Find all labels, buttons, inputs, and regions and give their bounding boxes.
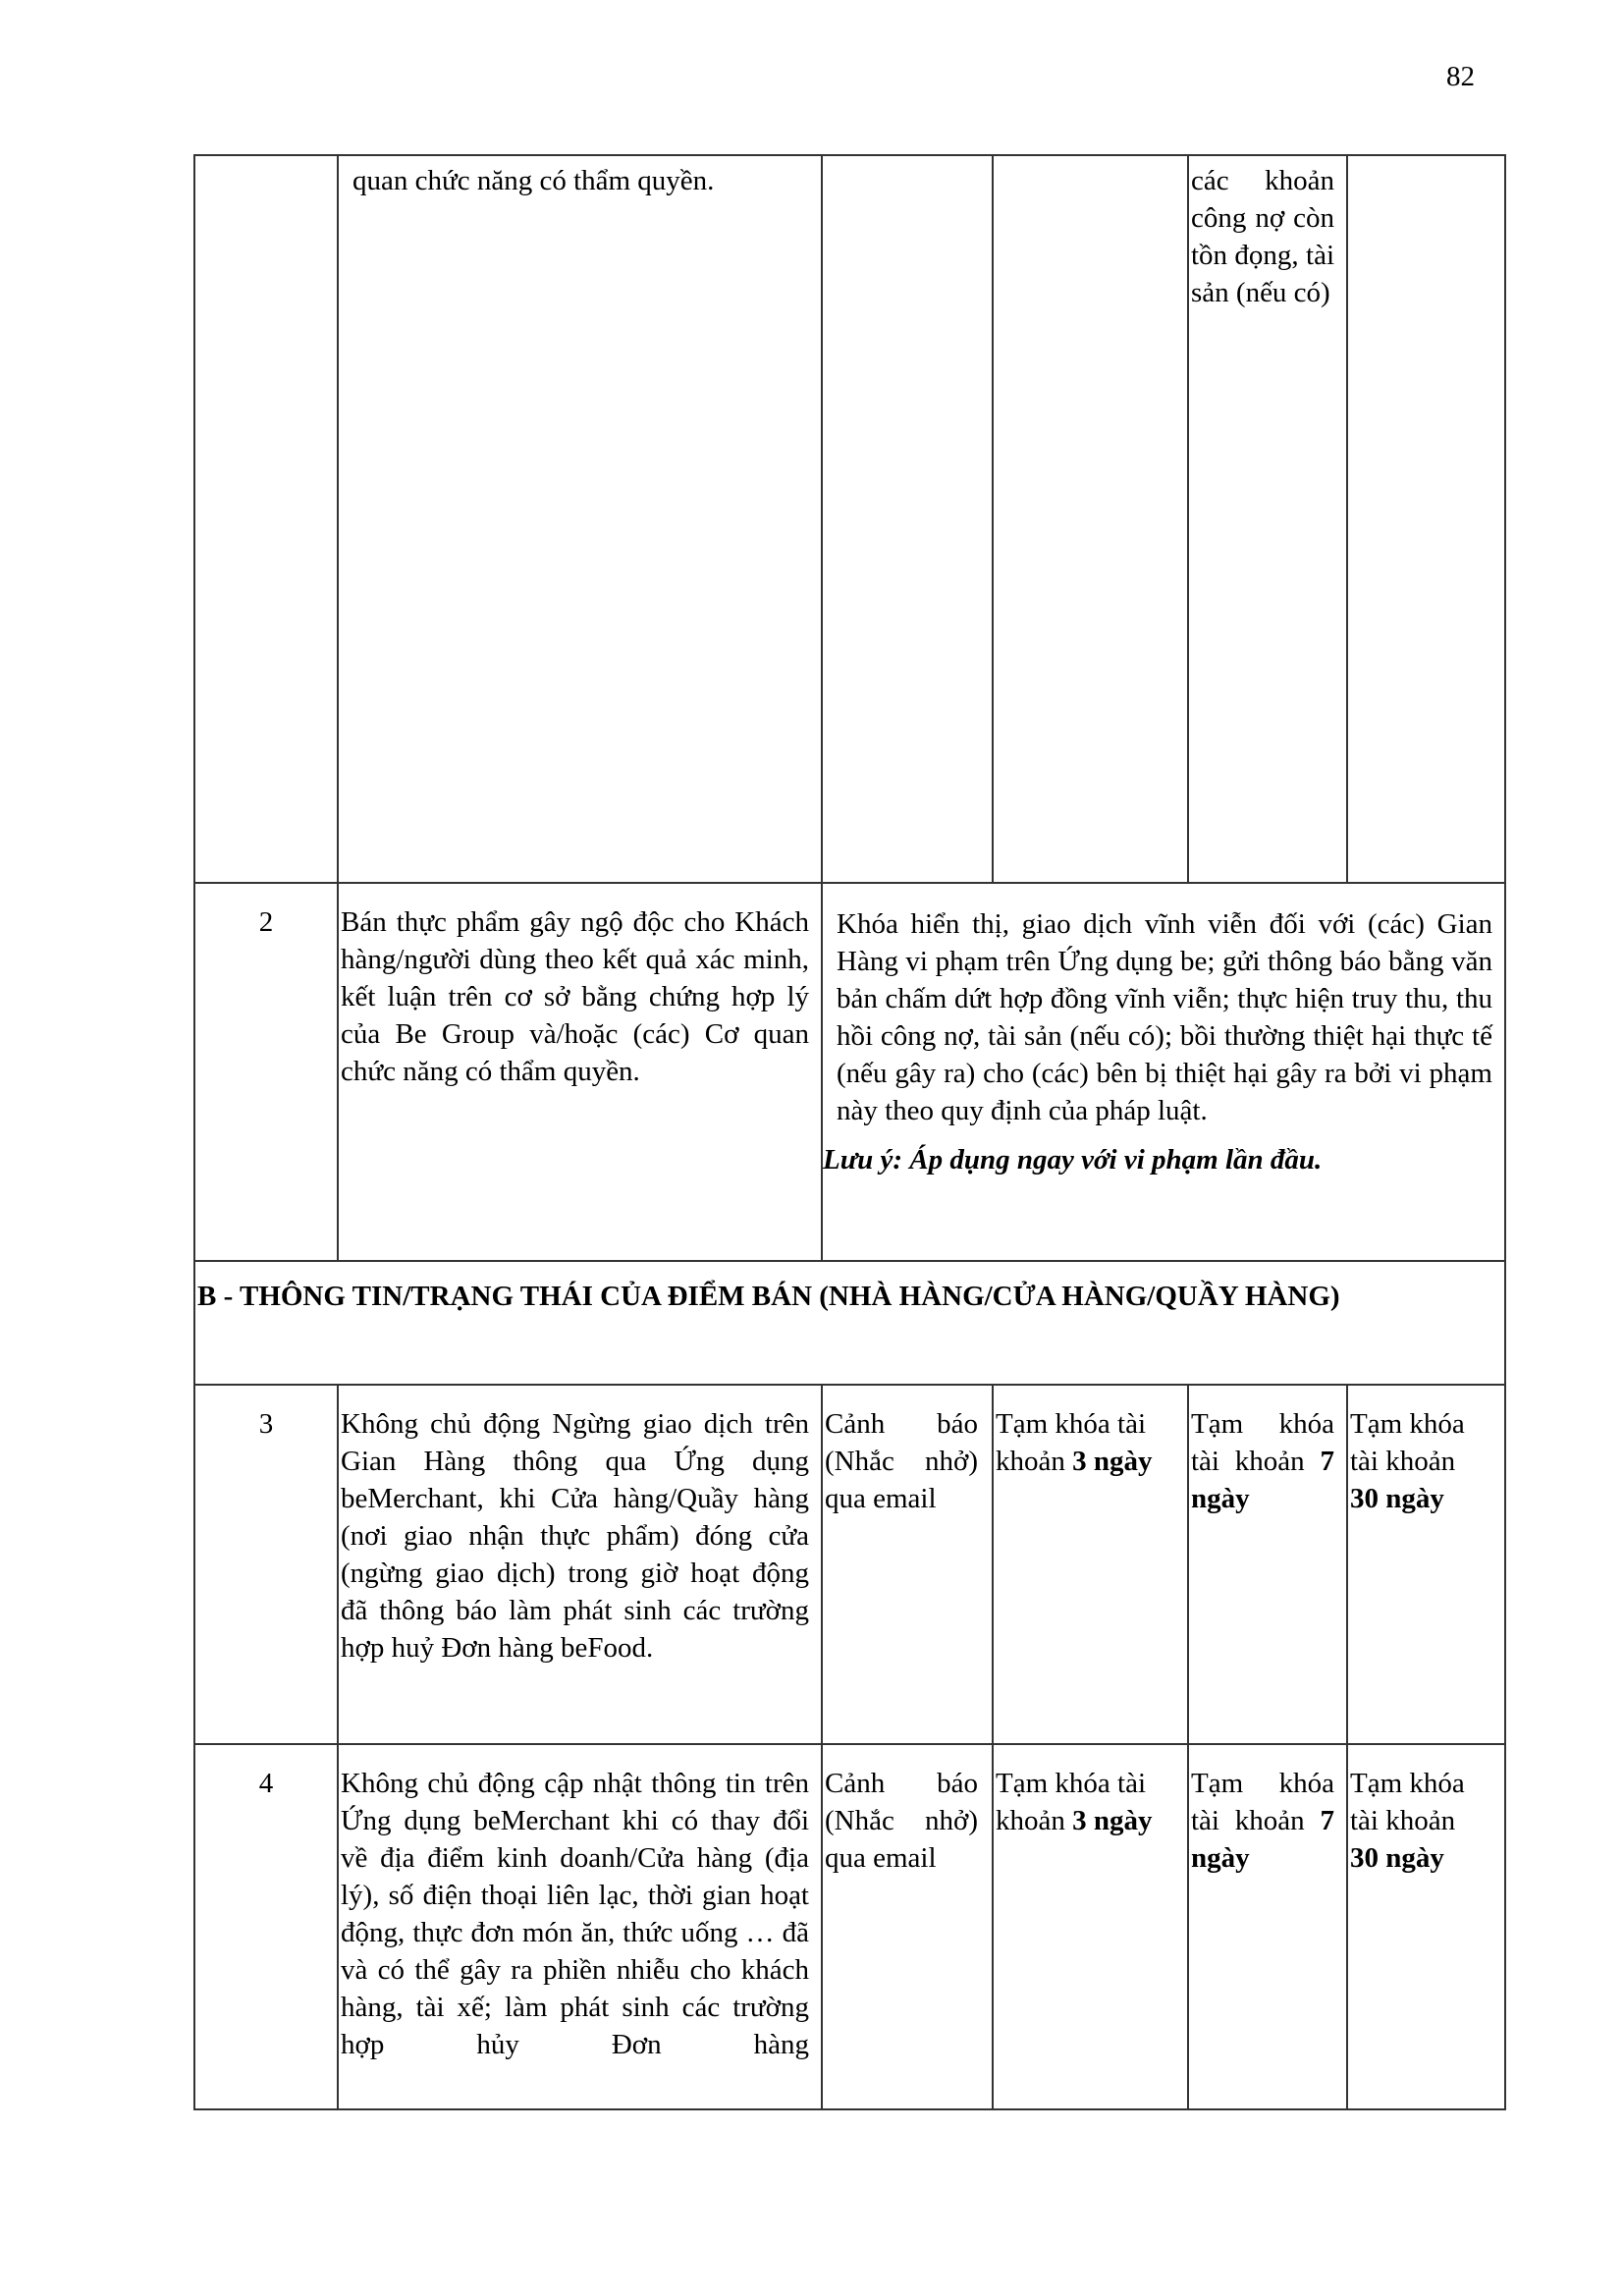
level3-prefix: Tạm khóa tài khoản	[1191, 1768, 1334, 1836]
table-row	[194, 1744, 1505, 2109]
cell-no	[194, 1385, 338, 1744]
penalty-text: Khóa hiển thị, giao dịch vĩnh viễn đối với (các) Gian Hàng vi phạm trên Ứng dụng be; gửi thông báo bằng văn bản chấm dứt hợp đồng vĩnh viễn; thực hiện truy thu, thu hồi công nợ, tài sản (nếu có); bồi thường thiệt hại thực tế (nếu gây ra) cho (các) bên bị thiệt hại gây ra bởi vi phạm này theo quy định của pháp luật.	[837, 908, 1492, 1126]
violation-penalty-table	[193, 154, 1506, 2110]
level4-text	[1348, 1745, 1504, 1877]
level4-prefix: Tạm khóa tài khoản	[1350, 1408, 1465, 1477]
level2-text	[994, 1745, 1187, 1839]
table-row-continued	[194, 155, 1505, 883]
cell-level2	[993, 1385, 1188, 1744]
level3-text: các khoản công nợ còn tồn đọng, tài sản (nếu có)	[1191, 165, 1334, 308]
level4-text	[1348, 1386, 1504, 1517]
cell-description	[338, 155, 822, 883]
cell-no	[194, 1744, 338, 2109]
cell-level3	[1188, 1744, 1347, 2109]
level2-duration: 3 ngày	[1072, 1805, 1153, 1836]
description-text: Không chủ động Ngừng giao dịch trên Gian Hàng thông qua Ứng dụng beMerchant, khi Cửa hàng/Quầy hàng (nơi giao nhận thực phẩm) đóng cửa (ngừng giao dịch) trong giờ hoạt động đã thông báo làm phát sinh các trường hợp huỷ Đơn hàng beFood.	[341, 1408, 809, 1664]
level4-duration: 30 ngày	[1350, 1842, 1444, 1874]
cell-level1	[822, 155, 993, 883]
level1-text: Cảnh báo (Nhắc nhở) qua email	[825, 1408, 978, 1514]
cell-no	[194, 883, 338, 1261]
level1-text: Cảnh báo (Nhắc nhở) qua email	[825, 1768, 978, 1874]
level3-prefix: Tạm khóa tài khoản	[1191, 1408, 1334, 1477]
cell-level2	[993, 155, 1188, 883]
section-header-row	[194, 1261, 1505, 1385]
cell-level4	[1347, 155, 1505, 883]
section-b-title: B - THÔNG TIN/TRẠNG THÁI CỦA ĐIỂM BÁN (NHÀ HÀNG/CỬA HÀNG/QUẦY HÀNG)	[194, 1261, 1505, 1385]
level2-duration: 3 ngày	[1072, 1446, 1153, 1477]
table-row	[194, 1385, 1505, 1744]
row-number: 3	[258, 1408, 274, 1440]
description-text: Bán thực phẩm gây ngộ độc cho Khách hàng/người dùng theo kết quả xác minh, kết luận trên cơ sở bằng chứng hợp lý của Be Group và/hoặc (các) Cơ quan chức năng có thẩm quyền.	[341, 906, 809, 1087]
cell-no	[194, 155, 338, 883]
cell-description	[338, 883, 822, 1261]
cell-level1	[822, 1385, 993, 1744]
cell-level3	[1188, 155, 1347, 883]
cell-level1	[822, 1744, 993, 2109]
level4-prefix: Tạm khóa tài khoản	[1350, 1768, 1465, 1836]
level2-prefix: Tạm khóa tài khoản	[996, 1768, 1147, 1836]
row-number: 4	[258, 1768, 274, 1799]
level3-duration: 7 ngày	[1191, 1805, 1335, 1874]
page-number: 82	[1446, 61, 1475, 92]
level2-text	[994, 1386, 1187, 1480]
level3-text	[1189, 1386, 1346, 1517]
level3-text	[1189, 1745, 1346, 1877]
level2-prefix: Tạm khóa tài khoản	[996, 1408, 1147, 1477]
cell-level4	[1347, 1744, 1505, 2109]
note-text: Lưu ý: Áp dụng ngay với vi phạm lần đầu.	[823, 1144, 1323, 1175]
description-text: Không chủ động cập nhật thông tin trên Ứng dụng beMerchant khi có thay đổi về địa điểm kinh doanh/Cửa hàng (địa lý), số điện thoại liên lạc, thời gian hoạt động, thực đơn món ăn, thức uống … đã và có thể gây ra phiền nhiễu cho khách hàng, tài xế; làm phát sinh các trường hợp hủy Đơn hàng	[341, 1768, 809, 2060]
cell-penalty-merged	[822, 883, 1505, 1261]
level4-duration: 30 ngày	[1350, 1483, 1444, 1514]
description-text: quan chức năng có thẩm quyền.	[352, 165, 715, 196]
level3-duration: 7 ngày	[1191, 1446, 1335, 1514]
row-number: 2	[258, 906, 274, 938]
cell-description	[338, 1385, 822, 1744]
cell-description	[338, 1744, 822, 2109]
cell-level2	[993, 1744, 1188, 2109]
cell-level4	[1347, 1385, 1505, 1744]
cell-level3	[1188, 1385, 1347, 1744]
table-row	[194, 883, 1505, 1261]
